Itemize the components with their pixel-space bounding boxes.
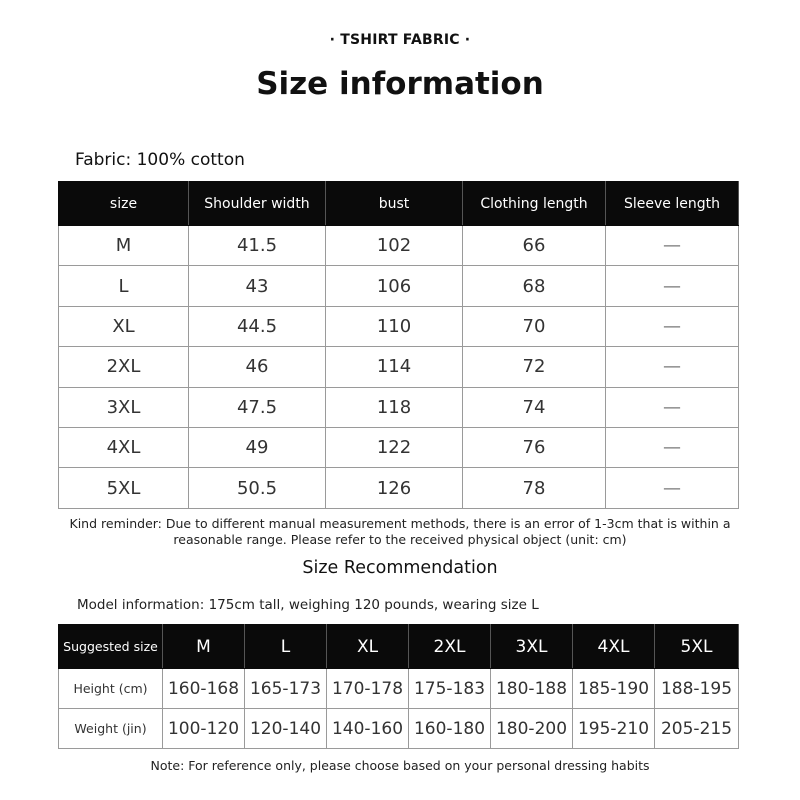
table-cell: 78 — [463, 468, 606, 508]
table-cell: 188-195 — [655, 669, 739, 709]
table-cell: 160-180 — [409, 709, 491, 749]
table-cell: 70 — [463, 306, 606, 346]
table-cell: 140-160 — [327, 709, 409, 749]
column-header: Suggested size — [59, 625, 163, 669]
table-cell: 126 — [326, 468, 463, 508]
column-header: Clothing length — [463, 182, 606, 226]
table-cell: 114 — [326, 347, 463, 387]
table-cell: 160-168 — [163, 669, 245, 709]
table-cell: 180-188 — [491, 669, 573, 709]
page-title: Size information — [256, 66, 544, 102]
table-cell: 170-178 — [327, 669, 409, 709]
table-cell: M — [59, 226, 189, 266]
table-cell: — — [606, 387, 739, 427]
column-header: M — [163, 625, 245, 669]
table-cell: 100-120 — [163, 709, 245, 749]
table-cell: 2XL — [59, 347, 189, 387]
top-label: · TSHIRT FABRIC · — [329, 32, 471, 48]
table-cell: 110 — [326, 306, 463, 346]
table-row — [59, 468, 739, 508]
table-cell: 66 — [463, 226, 606, 266]
table-cell: 195-210 — [573, 709, 655, 749]
table-row — [59, 347, 739, 387]
table-row — [59, 266, 739, 306]
table-cell: 122 — [326, 427, 463, 467]
reminder-line: reasonable range. Please refer to the received physical object (unit: cm) — [173, 532, 627, 547]
fabric-info: Fabric: 100% cotton — [75, 150, 245, 170]
table-cell: 46 — [189, 347, 326, 387]
table-cell: — — [606, 226, 739, 266]
table-cell: 72 — [463, 347, 606, 387]
table-cell: L — [59, 266, 189, 306]
table-cell: 68 — [463, 266, 606, 306]
table-cell: 205-215 — [655, 709, 739, 749]
size-table-header — [59, 182, 739, 226]
table-cell: 180-200 — [491, 709, 573, 749]
table-cell: — — [606, 468, 739, 508]
row-label: Weight (jin) — [59, 709, 163, 749]
table-cell: 5XL — [59, 468, 189, 508]
table-row — [59, 387, 739, 427]
column-header: 5XL — [655, 625, 739, 669]
recommendation-table — [58, 624, 739, 749]
table-cell: 44.5 — [189, 306, 326, 346]
table-cell: 120-140 — [245, 709, 327, 749]
column-header: 4XL — [573, 625, 655, 669]
table-cell: 43 — [189, 266, 326, 306]
table-cell: 3XL — [59, 387, 189, 427]
table-cell: — — [606, 266, 739, 306]
table-cell: 102 — [326, 226, 463, 266]
table-cell: 118 — [326, 387, 463, 427]
column-header: L — [245, 625, 327, 669]
table-row — [59, 427, 739, 467]
table-cell: 41.5 — [189, 226, 326, 266]
column-header: Shoulder width — [189, 182, 326, 226]
table-cell: 74 — [463, 387, 606, 427]
table-cell: 106 — [326, 266, 463, 306]
table-cell: — — [606, 306, 739, 346]
recommendation-header — [59, 625, 739, 669]
table-row — [59, 669, 739, 709]
table-row — [59, 306, 739, 346]
table-cell: 185-190 — [573, 669, 655, 709]
table-row — [59, 226, 739, 266]
column-header: size — [59, 182, 189, 226]
footer-note: Note: For reference only, please choose based on your personal dressing habits — [150, 758, 650, 773]
table-cell: — — [606, 427, 739, 467]
column-header: 2XL — [409, 625, 491, 669]
column-header: XL — [327, 625, 409, 669]
column-header: Sleeve length — [606, 182, 739, 226]
table-cell: — — [606, 347, 739, 387]
row-label: Height (cm) — [59, 669, 163, 709]
table-cell: 175-183 — [409, 669, 491, 709]
reminder-line: Kind reminder: Due to different manual measurement methods, there is an error of 1-3cm that is within a — [69, 516, 731, 531]
size-table — [58, 181, 739, 509]
table-cell: 76 — [463, 427, 606, 467]
measurement-reminder — [60, 516, 740, 548]
table-cell: 50.5 — [189, 468, 326, 508]
model-info: Model information: 175cm tall, weighing 120 pounds, wearing size L — [77, 597, 539, 613]
column-header: 3XL — [491, 625, 573, 669]
table-cell: 47.5 — [189, 387, 326, 427]
table-row — [59, 709, 739, 749]
table-cell: XL — [59, 306, 189, 346]
recommendation-title: Size Recommendation — [302, 558, 498, 578]
column-header: bust — [326, 182, 463, 226]
table-cell: 49 — [189, 427, 326, 467]
table-cell: 4XL — [59, 427, 189, 467]
table-cell: 165-173 — [245, 669, 327, 709]
